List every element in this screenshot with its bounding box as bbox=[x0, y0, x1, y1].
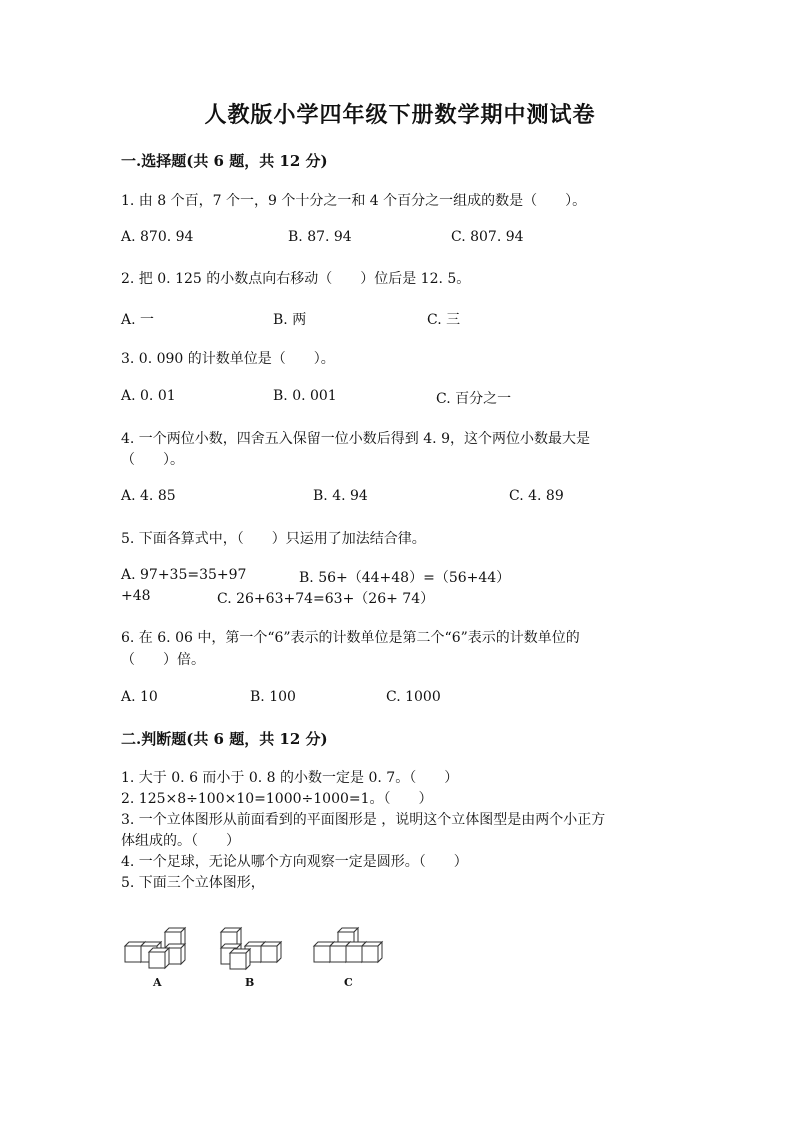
figure-label-b: B bbox=[245, 976, 255, 989]
figure-c-shape bbox=[314, 928, 382, 962]
option-3b: B. 0. 001 bbox=[273, 388, 337, 404]
cube-figures bbox=[118, 922, 398, 992]
option-6b: B. 100 bbox=[250, 689, 296, 705]
option-2c: C. 三 bbox=[427, 312, 461, 328]
judge-5: 5. 下面三个立体图形， bbox=[121, 875, 265, 891]
judge-3-line2: 体组成的。（ ） bbox=[121, 833, 240, 849]
option-6c: C. 1000 bbox=[386, 689, 441, 705]
question-4-line2: （ ）。 bbox=[121, 452, 184, 468]
figure-a-shape bbox=[125, 928, 185, 968]
question-6-line2: （ ）倍。 bbox=[121, 652, 205, 668]
question-3: 3. 0. 090 的计数单位是（ ）。 bbox=[121, 351, 335, 367]
figure-label-c: C bbox=[344, 976, 353, 989]
judge-4: 4. 一个足球，无论从哪个方向观察一定是圆形。（ ） bbox=[121, 854, 468, 870]
page-title: 人教版小学四年级下册数学期中测试卷 bbox=[204, 102, 596, 128]
question-4-line1: 4. 一个两位小数，四舍五入保留一位小数后得到 4. 9，这个两位小数最大是 bbox=[121, 431, 590, 447]
question-2: 2. 把 0. 125 的小数点向右移动（ ）位后是 12. 5。 bbox=[121, 271, 471, 287]
option-4b: B. 4. 94 bbox=[313, 488, 368, 504]
question-6-line1: 6. 在 6. 06 中，第一个“6”表示的计数单位是第二个“6”表示的计数单位的 bbox=[121, 630, 580, 646]
figure-b-shape bbox=[221, 928, 281, 969]
option-6a: A. 10 bbox=[121, 689, 158, 705]
option-2a: A. 一 bbox=[121, 312, 155, 328]
judge-3-line1: 3. 一个立体图形从前面看到的平面图形是 ，说明这个立体图型是由两个小正方 bbox=[121, 812, 606, 828]
option-1c: C. 807. 94 bbox=[451, 229, 524, 245]
question-1: 1. 由 8 个百，7 个一，9 个十分之一和 4 个百分之一组成的数是（ ）。 bbox=[121, 193, 587, 209]
judge-2: 2. 125×8÷100×10=1000÷1000=1。（ ） bbox=[121, 791, 433, 807]
question-5: 5. 下面各算式中，（ ）只运用了加法结合律。 bbox=[121, 531, 426, 547]
option-5b-cont: +48 bbox=[121, 588, 151, 604]
option-5b: B. 56+（44+48）=（56+44） bbox=[299, 570, 511, 586]
section-heading-choice: 一.选择题(共 6 题，共 12 分) bbox=[121, 152, 328, 170]
option-5a: A. 97+35=35+97 bbox=[121, 567, 247, 583]
figure-label-a: A bbox=[153, 976, 162, 989]
option-5c: C. 26+63+74=63+（26+ 74） bbox=[217, 591, 435, 607]
option-2b: B. 两 bbox=[273, 312, 307, 328]
option-4a: A. 4. 85 bbox=[121, 488, 176, 504]
option-4c: C. 4. 89 bbox=[509, 488, 564, 504]
option-3a: A. 0. 01 bbox=[121, 388, 176, 404]
section-heading-judge: 二.判断题(共 6 题，共 12 分) bbox=[121, 730, 328, 748]
option-1a: A. 870. 94 bbox=[121, 229, 194, 245]
judge-1: 1. 大于 0. 6 而小于 0. 8 的小数一定是 0. 7。（ ） bbox=[121, 770, 459, 786]
option-3c: C. 百分之一 bbox=[436, 391, 512, 407]
option-1b: B. 87. 94 bbox=[288, 229, 352, 245]
